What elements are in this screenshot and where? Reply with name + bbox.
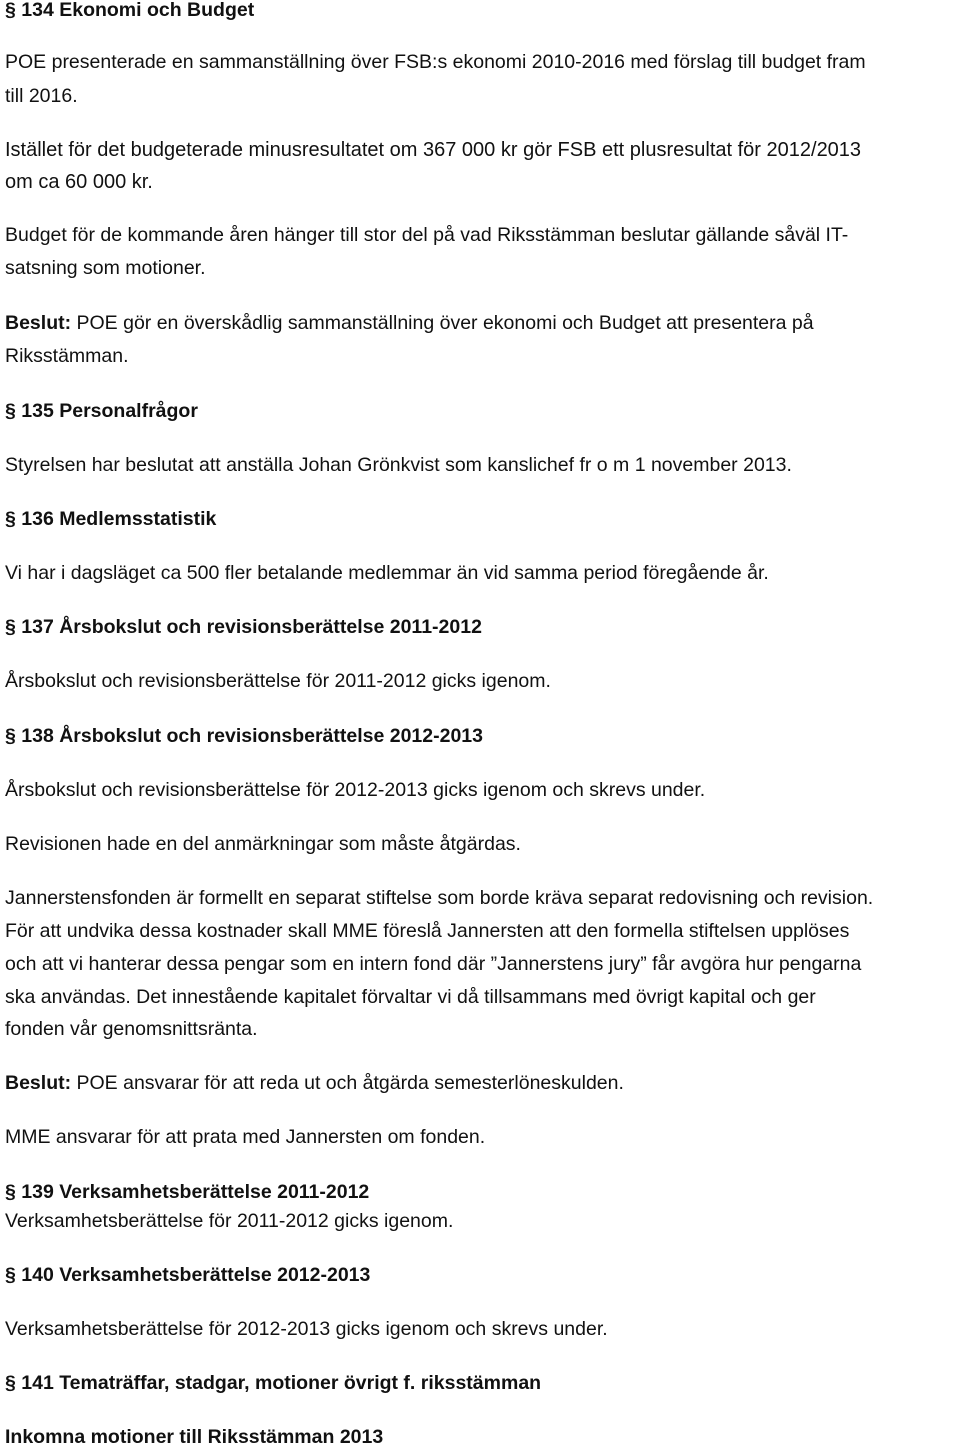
section-134-heading: § 134 Ekonomi och Budget [5,0,255,21]
section-137-heading: § 137 Årsbokslut och revisionsberättelse 2011-2012 [5,616,482,638]
paragraph-line: Istället för det budgeterade minusresultatet om 367 000 kr gör FSB ett plusresultat för 2012/2013 [5,139,862,161]
paragraph-line: Jannerstensfonden är formellt en separat stiftelse som borde kräva separat redovisning och revision. [5,887,874,909]
section-141-heading: § 141 Tematräffar, stadgar, motioner övrigt f. riksstämman [5,1372,542,1394]
paragraph-line: Verksamhetsberättelse för 2011-2012 gicks igenom. [5,1210,454,1232]
decision-text: POE ansvarar för att reda ut och åtgärda semesterlöneskulden. [71,1072,624,1094]
paragraph-line: till 2016. [5,85,78,107]
paragraph-line: ska användas. Det innestående kapitalet förvaltar vi då tillsammans med övrigt kapital och ger [5,986,816,1008]
decision-label: Beslut: [5,1072,72,1094]
paragraph-line: fonden vår genomsnittsränta. [5,1018,258,1040]
paragraph-line: Verksamhetsberättelse för 2012-2013 gicks igenom och skrevs under. [5,1318,608,1340]
paragraph-line: och att vi hanterar dessa pengar som en intern fond där ”Jannerstens jury” får avgöra hur pengarna [5,953,862,975]
paragraph-line: Budget för de kommande åren hänger till stor del på vad Riksstämman beslutar gällande såväl IT- [5,224,849,246]
paragraph-line: Årsbokslut och revisionsberättelse för 2011-2012 gicks igenom. [5,670,551,692]
paragraph-line: om ca 60 000 kr. [5,171,153,193]
decision-line [5,314,814,334]
section-135-heading: § 135 Personalfrågor [5,400,198,422]
paragraph-line: Styrelsen har beslutat att anställa Johan Grönkvist som kanslichef fr o m 1 november 2013. [5,454,792,476]
paragraph-line: Vi har i dagsläget ca 500 fler betalande medlemmar än vid samma period föregående år. [5,562,769,584]
paragraph-line: Årsbokslut och revisionsberättelse för 2012-2013 gicks igenom och skrevs under. [5,779,706,801]
paragraph-line: För att undvika dessa kostnader skall MME föreslå Jannersten att den formella stiftelsen upplöses [5,920,850,942]
subheading: Inkomna motioner till Riksstämman 2013 [5,1426,384,1448]
paragraph-line: satsning som motioner. [5,257,206,279]
section-139-heading: § 139 Verksamhetsberättelse 2011-2012 [5,1181,370,1203]
paragraph-line: POE presenterade en sammanställning över FSB:s ekonomi 2010-2016 med förslag till budget fram [5,51,866,73]
decision-line [5,1074,624,1094]
decision-label: Beslut: [5,312,72,334]
section-138-heading: § 138 Årsbokslut och revisionsberättelse 2012-2013 [5,725,483,747]
paragraph-line: MME ansvarar för att prata med Jannersten om fonden. [5,1126,486,1148]
paragraph-line: Revisionen hade en del anmärkningar som måste åtgärdas. [5,833,521,855]
decision-text: POE gör en överskådlig sammanställning över ekonomi och Budget att presentera på [71,312,814,334]
section-136-heading: § 136 Medlemsstatistik [5,508,217,530]
section-140-heading: § 140 Verksamhetsberättelse 2012-2013 [5,1264,371,1286]
paragraph-line: Riksstämman. [5,345,129,367]
